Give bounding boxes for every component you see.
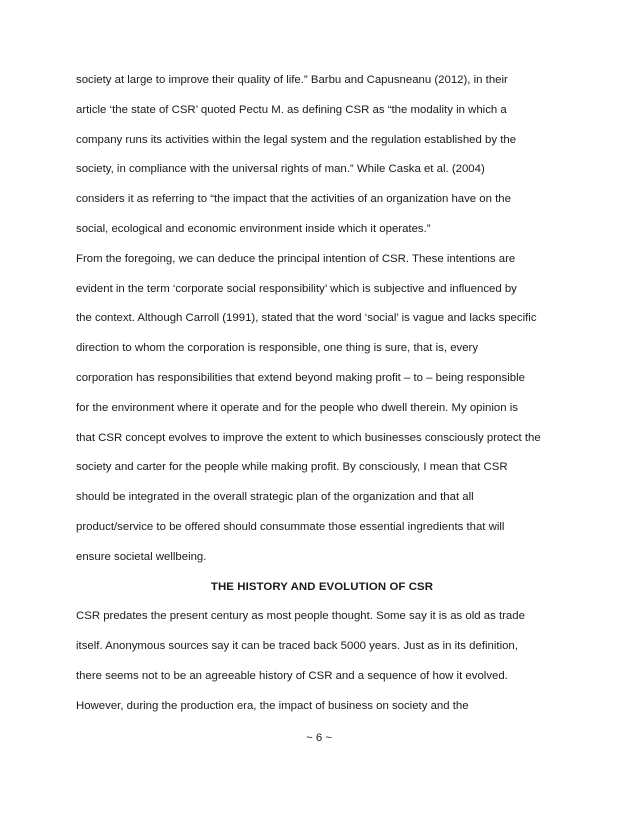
section-heading: THE HISTORY AND EVOLUTION OF CSR — [210, 580, 434, 593]
text-line: corporation has responsibilities that extend beyond making profit – to – being responsible — [76, 371, 525, 384]
text-line: there seems not to be an agreeable history of CSR and a sequence of how it evolved. — [76, 669, 508, 682]
text-line: product/service to be offered should consummate those essential ingredients that will — [76, 520, 505, 533]
text-line: ensure societal wellbeing. — [76, 550, 207, 563]
text-line: considers it as referring to “the impact that the activities of an organization have on the — [76, 193, 511, 206]
text-line: social, ecological and economic environment inside which it operates.” — [76, 222, 431, 235]
text-line: direction to whom the corporation is responsible, one thing is sure, that is, every — [76, 342, 479, 355]
text-line: evident in the term ‘corporate social responsibility’ which is subjective and influenced by — [76, 282, 517, 295]
text-line: society and carter for the people while making profit. By consciously, I mean that CSR — [76, 461, 508, 474]
text-line: CSR predates the present century as most people thought. Some say it is as old as trade — [76, 610, 525, 623]
body-text — [76, 66, 568, 722]
page-number: ~ 6 ~ — [306, 732, 332, 744]
text-line: From the foregoing, we can deduce the principal intention of CSR. These intentions are — [76, 252, 516, 265]
text-line: article ‘the state of CSR’ quoted Pectu M. as defining CSR as “the modality in which a — [76, 103, 507, 116]
text-line: for the environment where it operate and for the people who dwell therein. My opinion is — [76, 401, 518, 414]
text-line: company runs its activities within the legal system and the regulation established by the — [76, 133, 517, 146]
text-line: However, during the production era, the impact of business on society and the — [76, 699, 469, 712]
text-line: itself. Anonymous sources say it can be traced back 5000 years. Just as in its definition, — [76, 640, 518, 653]
text-line: that CSR concept evolves to improve the extent to which businesses consciously protect the — [76, 431, 541, 444]
text-line: the context. Although Carroll (1991), stated that the word ‘social’ is vague and lacks specific — [76, 312, 537, 325]
text-line: society, in compliance with the universal rights of man.” While Caska et al. (2004) — [76, 163, 485, 176]
text-line: should be integrated in the overall strategic plan of the organization and that all — [76, 491, 474, 504]
text-line: society at large to improve their quality of life.” Barbu and Capusneanu (2012), in their — [76, 74, 508, 86]
